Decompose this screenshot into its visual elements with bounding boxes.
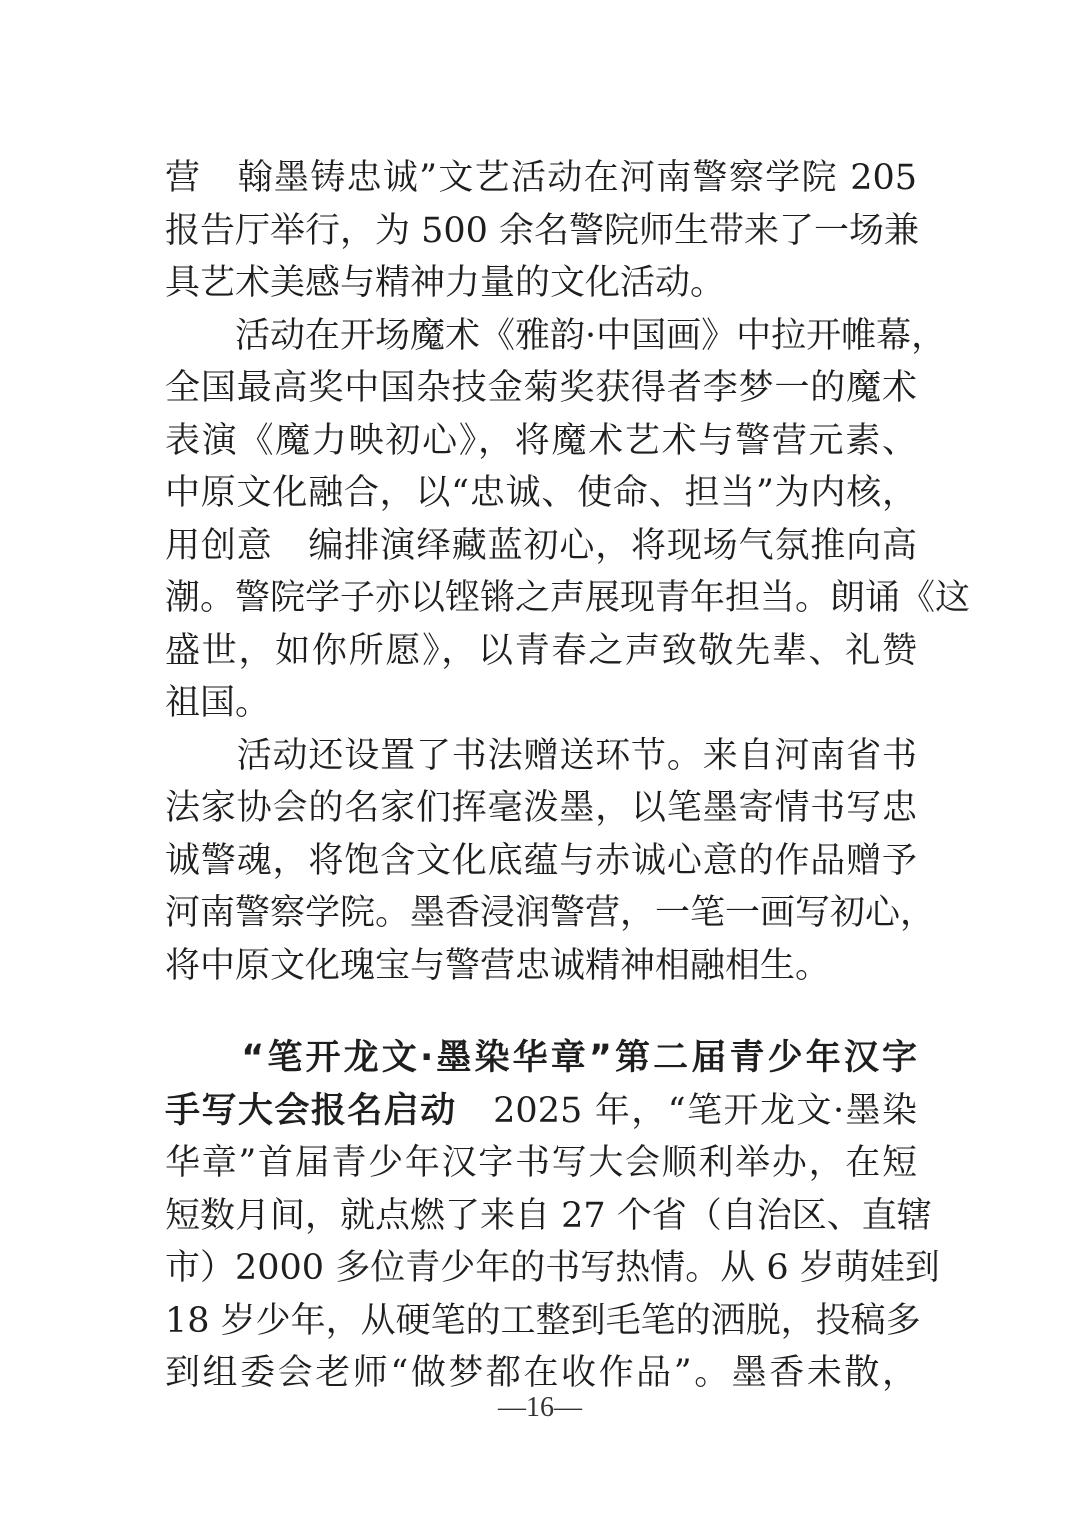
article-title-line: “笔开龙文·墨染华章”第二届青少年汉字 (165, 1038, 917, 1078)
text-line: 表演《魔力映初心》，将魔术艺术与警营元素、 (165, 420, 917, 461)
text-line: 短数月间，就点燃了来自 27 个省（自治区、直辖 (165, 1195, 932, 1236)
text-line: 诚警魂，将饱含文化底蕴与赤诚心意的作品赠予 (165, 840, 917, 881)
text-line: 中原文化融合，以“忠诚、使命、担当”为内核， (165, 473, 917, 513)
text-line: 法家协会的名家们挥毫泼墨，以笔墨寄情书写忠 (165, 788, 917, 828)
paragraph-1 (165, 152, 920, 310)
text-line: 18 岁少年，从硬笔的工整到毛笔的洒脱，投稿多 (165, 1300, 921, 1341)
article-title-end: 手写大会报名启动 (165, 1090, 457, 1131)
document-body (165, 152, 971, 1400)
text-line: 将中原文化瑰宝与警营忠诚精神相融相生。 (165, 945, 831, 986)
text-line: 到组委会老师“做梦都在收作品”。墨香未散， (165, 1353, 917, 1393)
text-line: 活动还设置了书法赠送环节。来自河南省书 (165, 735, 917, 776)
text-line: 营 翰墨铸忠诚”文艺活动在河南警察学院 205 (165, 158, 917, 198)
text-line: 用创意 编排演绎藏蓝初心，将现场气氛推向高 (165, 525, 917, 566)
text-line: 河南警察学院。墨香浸润警营，一笔一画写初心， (165, 893, 936, 933)
text-line: 华章”首届青少年汉字书写大会顺利举办，在短 (165, 1143, 917, 1183)
text-line: 市）2000 多位青少年的书写热情。从 6 岁萌娃到 (165, 1248, 940, 1288)
text-line: 祖国。 (165, 683, 271, 723)
article-2 (165, 1032, 940, 1400)
page-number: —16— (498, 1392, 582, 1423)
text-line (165, 1085, 917, 1138)
section-gap (165, 992, 917, 1032)
paragraph-3 (165, 730, 936, 993)
text-line: 潮。警院学子亦以铿锵之声展现青年担当。朗诵《这 (165, 578, 971, 618)
paragraph-2 (165, 310, 971, 730)
text-line: 全国最高奖中国杂技金菊奖获得者李梦一的魔术 (165, 368, 917, 408)
article-lead: 2025 年，“笔开龙文·墨染 (456, 1090, 917, 1131)
text-line: 报告厅举行，为 500 余名警院师生带来了一场兼 (165, 210, 920, 251)
text-line: 具艺术美感与精神力量的文化活动。 (165, 263, 726, 303)
text-line: 盛世，如你所愿》，以青春之声致敬先辈、礼赞 (165, 630, 917, 671)
text-line: 活动在开场魔术《雅韵·中国画》中拉开帷幕， (165, 315, 947, 356)
